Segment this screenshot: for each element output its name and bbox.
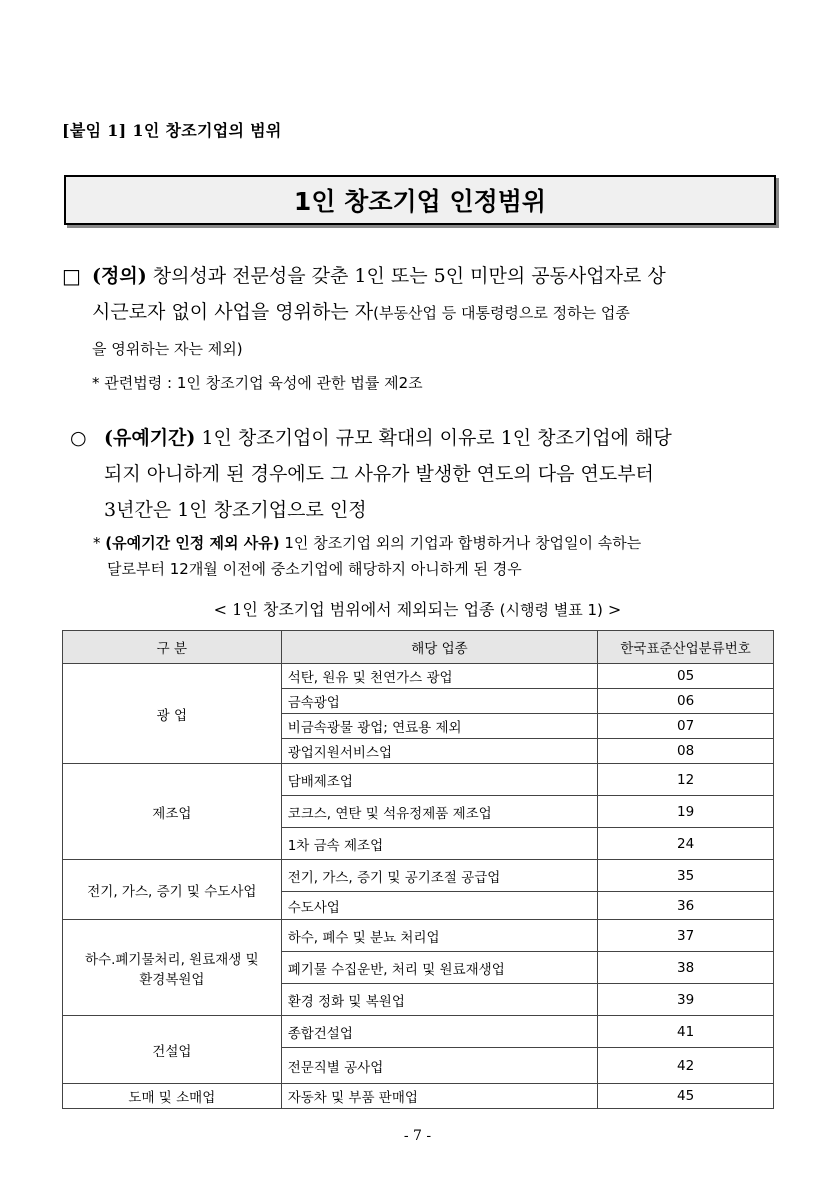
- industry-cell: 전기, 가스, 증기 및 공기조절 공급업: [281, 860, 598, 892]
- grace-note-line1: 1인 창조기업 외의 기업과 합병하거나 창업일이 속하는: [279, 534, 642, 552]
- table-row: [63, 860, 774, 892]
- category-cell: 건설업: [63, 1016, 282, 1084]
- code-cell: 19: [598, 796, 774, 828]
- definition-text-line2: 시근로자 없이 사업을 영위하는 자: [92, 301, 374, 323]
- definition-section: [62, 258, 778, 367]
- header-category: 구 분: [63, 631, 282, 664]
- table-caption-close: >: [602, 600, 622, 619]
- checkbox-square-icon: □: [62, 264, 81, 288]
- grace-section: [70, 420, 778, 528]
- code-cell: 37: [598, 920, 774, 952]
- industry-cell: 하수, 폐수 및 분뇨 처리업: [281, 920, 598, 952]
- category-cell: 광 업: [63, 664, 282, 764]
- industry-cell: 자동차 및 부품 판매업: [281, 1084, 598, 1109]
- circle-bullet-icon: ○: [70, 427, 87, 449]
- page-number: - 7 -: [403, 1128, 432, 1144]
- industry-cell: 환경 정화 및 복원업: [281, 984, 598, 1016]
- code-cell: 06: [598, 689, 774, 714]
- industry-cell: 전문직별 공사업: [281, 1048, 598, 1084]
- definition-text-line3: 을 영위하는 자는 제외): [92, 340, 243, 358]
- table-header-row: [63, 631, 774, 664]
- grace-note-label: (유예기간 인정 제외 사유): [105, 534, 280, 552]
- code-cell: 05: [598, 664, 774, 689]
- code-cell: 39: [598, 984, 774, 1016]
- table-caption-text: < 1인 창조기업 범위에서 제외되는 업종: [213, 600, 500, 619]
- code-cell: 38: [598, 952, 774, 984]
- category-cell: 전기, 가스, 증기 및 수도사업: [63, 860, 282, 920]
- excluded-industries-table: [62, 630, 774, 1109]
- industry-cell: 종합건설업: [281, 1016, 598, 1048]
- code-cell: 36: [598, 892, 774, 920]
- grace-label: (유예기간): [104, 427, 196, 449]
- code-cell: 45: [598, 1084, 774, 1109]
- note-asterisk: *: [93, 534, 101, 552]
- industry-cell: 수도사업: [281, 892, 598, 920]
- page-title: 1인 창조기업 인정범위: [64, 175, 776, 225]
- grace-note-line2: 달로부터 12개월 이전에 중소기업에 해당하지 아니하게 된 경우: [107, 560, 522, 578]
- attachment-heading: [붙임 1] 1인 창조기업의 범위: [62, 121, 282, 140]
- grace-text-line3: 3년간은 1인 창조기업으로 인정: [104, 499, 367, 521]
- industry-cell: 광업지원서비스업: [281, 739, 598, 764]
- industry-cell: 폐기물 수집운반, 처리 및 원료재생업: [281, 952, 598, 984]
- grace-note: [93, 530, 778, 582]
- category-cell: 도매 및 소매업: [63, 1084, 282, 1109]
- definition-note: * 관련법령 : 1인 창조기업 육성에 관한 법률 제2조: [92, 374, 423, 392]
- definition-label: (정의): [92, 265, 147, 287]
- industry-cell: 비금속광물 광업; 연료용 제외: [281, 714, 598, 739]
- industry-cell: 담배제조업: [281, 764, 598, 796]
- table-body: [63, 664, 774, 1109]
- table-row: [63, 920, 774, 952]
- industry-cell: 금속광업: [281, 689, 598, 714]
- code-cell: 24: [598, 828, 774, 860]
- code-cell: 07: [598, 714, 774, 739]
- table-row: [63, 764, 774, 796]
- category-cell: 제조업: [63, 764, 282, 860]
- grace-text-line1: 1인 창조기업이 규모 확대의 이유로 1인 창조기업에 해당: [195, 427, 672, 449]
- grace-text-line2: 되지 아니하게 된 경우에도 그 사유가 발생한 연도의 다음 연도부터: [104, 463, 654, 485]
- table-row: [63, 1016, 774, 1048]
- industry-cell: 코크스, 연탄 및 석유정제품 제조업: [281, 796, 598, 828]
- code-cell: 42: [598, 1048, 774, 1084]
- table-caption: [0, 597, 835, 620]
- category-cell: 하수.폐기물처리, 원료재생 및 환경복원업: [63, 920, 282, 1016]
- header-industry: 해당 업종: [281, 631, 598, 664]
- code-cell: 41: [598, 1016, 774, 1048]
- header-code: 한국표준산업분류번호: [598, 631, 774, 664]
- definition-text-line2-small: (부동산업 등 대통령령으로 정하는 업종: [373, 304, 630, 322]
- code-cell: 35: [598, 860, 774, 892]
- definition-text-line1: 창의성과 전문성을 갖춘 1인 또는 5인 미만의 공동사업자로 상: [146, 265, 666, 287]
- table-row: [63, 664, 774, 689]
- code-cell: 12: [598, 764, 774, 796]
- table-caption-source: (시행령 별표 1): [499, 601, 603, 619]
- industry-cell: 석탄, 원유 및 천연가스 광업: [281, 664, 598, 689]
- table-row: [63, 1084, 774, 1109]
- industry-cell: 1차 금속 제조업: [281, 828, 598, 860]
- code-cell: 08: [598, 739, 774, 764]
